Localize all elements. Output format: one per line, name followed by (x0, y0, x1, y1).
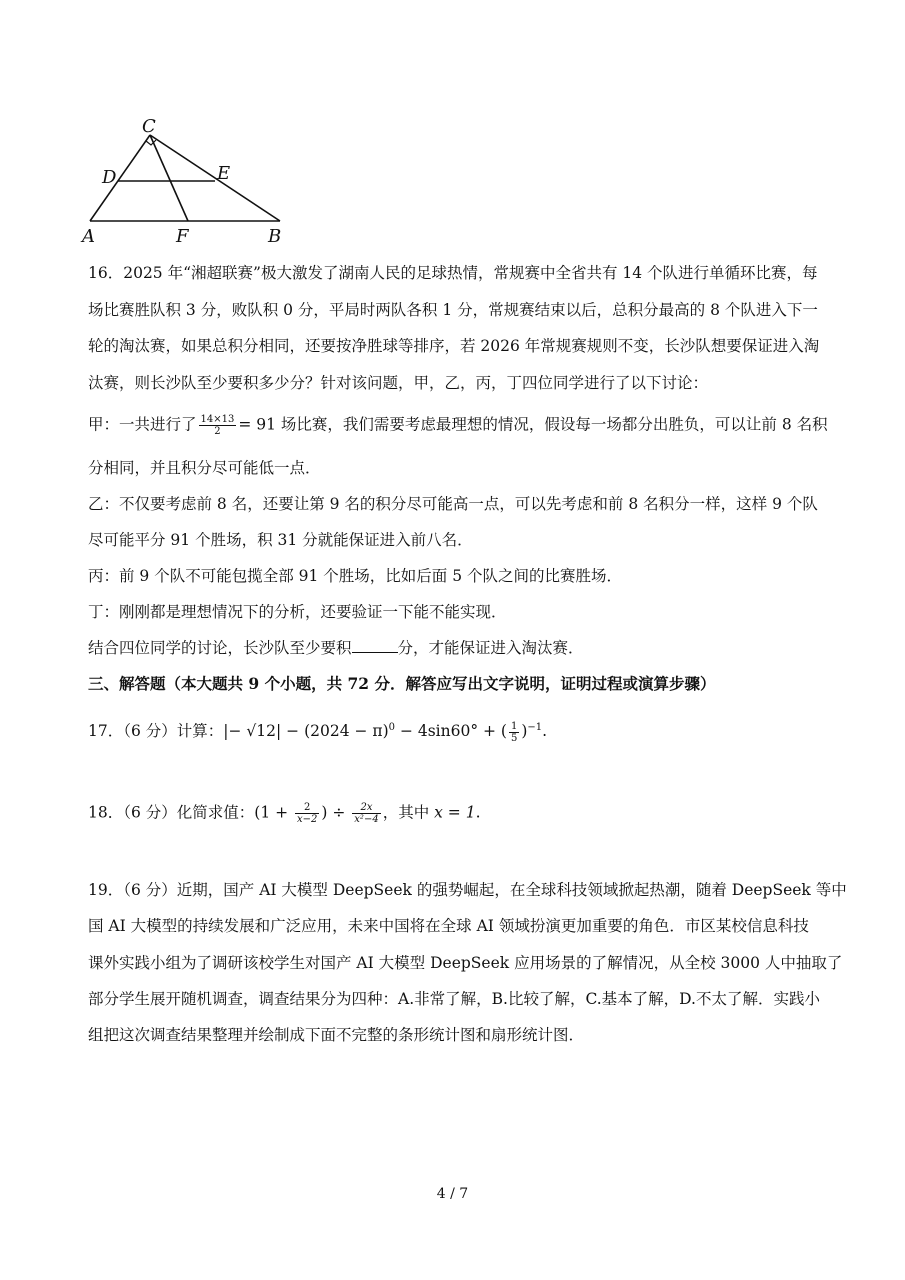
q19-line1: 19．（6 分）近期，国产 AI 大模型 DeepSeek 的强势崛起，在全球科技领域掀起热潮，随着 DeepSeek 等中 (88, 881, 847, 899)
triangle-figure (80, 112, 300, 250)
q18-frac1-num: 2 (295, 802, 319, 814)
label-a: A (82, 226, 95, 247)
label-f: F (176, 226, 189, 247)
page-number: 4 / 7 (436, 1186, 469, 1202)
jia-prefix: 甲：一共进行了 (88, 415, 197, 434)
triangle-diagram (80, 112, 300, 250)
q17-sup-neg1: −1 (527, 722, 543, 733)
conclusion-suffix: 分，才能保证进入淘汰赛． (397, 639, 584, 657)
q16-line2: 场比赛胜队积 3 分，败队积 0 分，平局时两队各积 1 分，常规赛结束以后，总积分最高的 8 个队进入下一 (88, 301, 818, 319)
label-e: E (217, 163, 231, 184)
q18-fraction1 (295, 802, 319, 825)
q18-frac2-num: 2x (352, 802, 380, 814)
jia-fraction (199, 414, 237, 437)
q17-end: . (542, 722, 548, 741)
jia-suffix: = 91 场比赛，我们需要考虑最理想的情况，假设每一场都分出胜负，可以让前 8 名积 (238, 415, 828, 434)
label-b: B (268, 226, 282, 247)
q18-end: . (475, 803, 481, 822)
q18-open: (1 + (254, 803, 294, 822)
q18 (88, 802, 828, 825)
segment-ca (90, 135, 150, 221)
q17-expr-c: ) (521, 722, 528, 741)
q18-frac2-den: x²−4 (354, 814, 379, 825)
q17-frac-den: 5 (510, 732, 518, 744)
q18-cond: x = 1 (434, 803, 476, 822)
q16-jia-line2: 分相同，并且积分尽可能低一点． (88, 459, 321, 477)
q18-prefix: 18．（6 分）化简求值： (88, 803, 255, 822)
q17 (88, 718, 828, 744)
q16-jia-line1 (88, 414, 828, 437)
section3-title: 三、解答题（本大题共 9 个小题，共 72 分．解答应写出文字说明，证明过程或演算步骤） (88, 674, 716, 693)
q18-close: ) ÷ (321, 803, 351, 822)
q16-conclusion (88, 638, 828, 658)
q19-line5: 组把这次调查结果整理并绘制成下面不完整的条形统计图和扇形统计图． (88, 1026, 585, 1044)
q18-frac1-den: x−2 (297, 814, 318, 825)
q17-frac-num: 1 (510, 720, 518, 732)
label-d: D (102, 167, 117, 188)
q16-line1: 16．2025 年“湘超联赛”极大激发了湖南人民的足球热情，常规赛中全省共有 14 个队进行单循环比赛，每 (88, 264, 818, 282)
q16-line3: 轮的淘汰赛，如果总积分相同，还要按净胜球等排序，若 2026 年常规赛规则不变，长沙队想要保证进入淘 (88, 337, 820, 355)
q18-suffix: ，其中 (382, 803, 435, 822)
answer-blank[interactable] (352, 638, 398, 653)
q16-ding: 丁：刚刚都是理想情况下的分析，还要验证一下能不能实现． (88, 603, 507, 621)
q18-fraction2 (352, 802, 380, 825)
q19-line4: 部分学生展开随机调查，调查结果分为四种：A.非常了解，B.比较了解，C.基本了解，D.不太了解．实践小 (88, 990, 820, 1008)
q16-line4: 汰赛，则长沙队至少要积多少分？针对该问题，甲，乙，丙，丁四位同学进行了以下讨论： (88, 374, 709, 392)
q17-expr-b: − 4sin60° + ( (395, 722, 507, 741)
q17-prefix: 17．（6 分）计算： (88, 722, 224, 741)
q16-yi-line2: 尽可能平分 91 个胜场，积 31 分就能保证进入前八名． (88, 531, 473, 549)
q17-sup0: 0 (388, 722, 396, 733)
q16-yi-line1: 乙：不仅要考虑前 8 名，还要让第 9 名的积分尽可能高一点，可以先考虑和前 8 名积分一样，这样 9 个队 (88, 495, 818, 513)
q16-bing: 丙：前 9 个队不可能包揽全部 91 个胜场，比如后面 5 个队之间的比赛胜场． (88, 567, 623, 585)
jia-frac-num: 14×13 (200, 414, 235, 425)
jia-frac-den: 2 (214, 426, 221, 437)
q17-fraction (509, 721, 519, 744)
q17-expr-a: |− √12| − (2024 − π) (223, 722, 389, 741)
label-c: C (142, 116, 156, 137)
q19-line2: 国 AI 大模型的持续发展和广泛应用，未来中国将在全球 AI 领域扮演更加重要的角色．市区某校信息科技 (88, 917, 809, 935)
q19-line3: 课外实践小组为了调研该校学生对国产 AI 大模型 DeepSeek 应用场景的了解情况，从全校 3000 人中抽取了 (88, 954, 843, 972)
conclusion-prefix: 结合四位同学的讨论，长沙队至少要积 (88, 639, 352, 657)
